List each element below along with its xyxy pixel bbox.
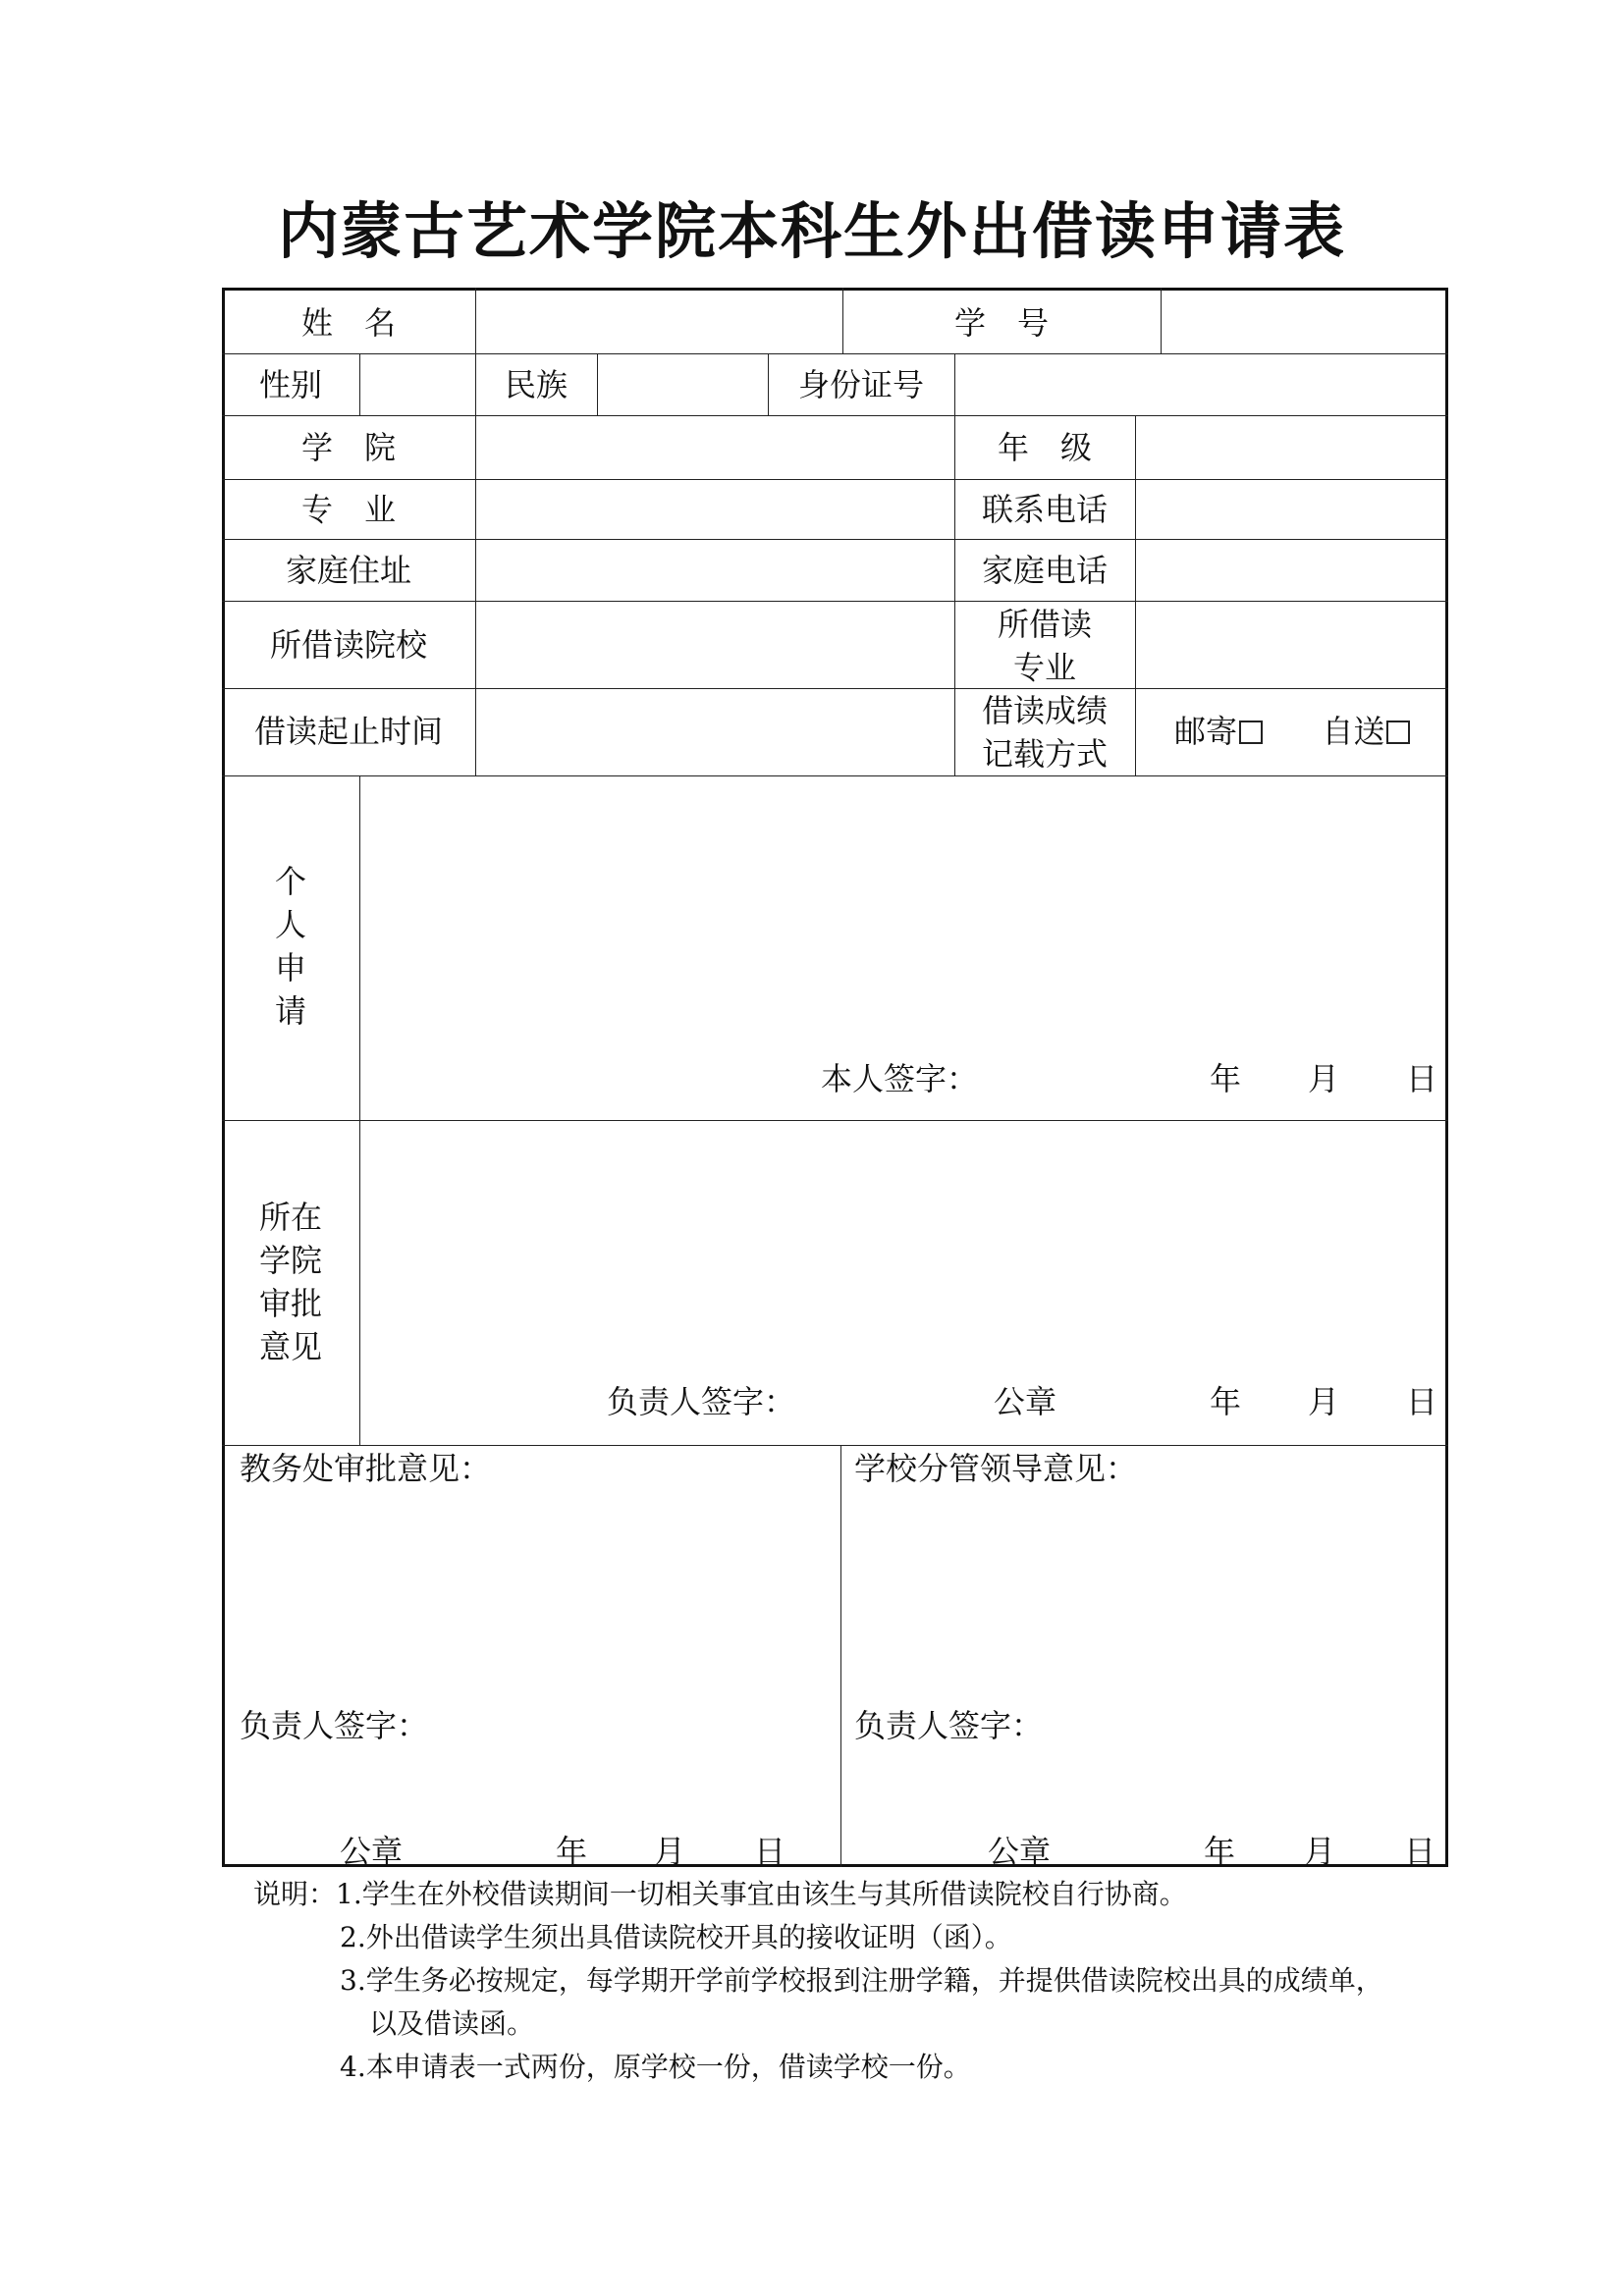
label-grade-method-line2: 记载方式 <box>981 735 1108 773</box>
label-gender: 性别 <box>258 366 322 403</box>
academic-affairs-signature-label: 负责人签字： <box>240 1707 429 1744</box>
note-item: 2.外出借读学生须出具借读院校开具的接收证明（函）。 <box>340 1921 1012 1953</box>
academic-affairs-seal: 公章 <box>340 1833 404 1870</box>
note-item: 4.本申请表一式两份，原学校一份，借读学校一份。 <box>340 2051 971 2083</box>
row-divider <box>222 415 1448 416</box>
college-year: 年 <box>1210 1383 1242 1420</box>
school-leader-year: 年 <box>1204 1833 1236 1870</box>
school-leader-heading: 学校分管领导意见： <box>854 1450 1138 1487</box>
col-divider <box>954 353 955 415</box>
row-divider <box>222 688 1448 689</box>
note-item: 3.学生务必按规定，每学期开学前学校报到注册学籍，并提供借读院校出具的成绩单， <box>340 1964 1383 1997</box>
label-period: 借读起止时间 <box>253 713 443 750</box>
row-divider <box>222 353 1448 354</box>
school-leader-seal: 公章 <box>988 1833 1052 1870</box>
col-divider <box>1135 415 1136 775</box>
row-divider <box>222 479 1448 480</box>
personal-day: 日 <box>1406 1060 1438 1097</box>
personal-signature-label: 本人签字： <box>821 1060 979 1097</box>
label-name: 姓 名 <box>300 304 396 342</box>
option-self-deliver-label: 自送 <box>1322 713 1385 750</box>
college-approval-heading: 所在 学院 审批 意见 <box>258 1199 322 1365</box>
label-host-major-line1: 所借读 <box>997 606 1092 643</box>
college-seal: 公章 <box>994 1383 1057 1420</box>
label-home-phone: 家庭电话 <box>981 552 1108 589</box>
label-college: 学 院 <box>300 429 396 466</box>
notes-section <box>253 1873 1383 2089</box>
col-divider <box>1161 288 1162 353</box>
academic-affairs-day: 日 <box>754 1833 786 1870</box>
academic-affairs-month: 月 <box>654 1833 686 1870</box>
personal-application-heading: 个 人 申 请 <box>274 863 306 1030</box>
label-id-number: 身份证号 <box>797 366 924 403</box>
mail-checkbox[interactable] <box>1239 721 1263 744</box>
notes-prefix: 说明： <box>253 1878 337 1910</box>
school-leader-day: 日 <box>1404 1833 1436 1870</box>
row-divider <box>222 1120 1448 1121</box>
col-divider <box>359 775 360 1445</box>
note-item: 1.学生在外校借读期间一切相关事宜由该生与其所借读院校自行协商。 <box>336 1878 1187 1910</box>
label-grade: 年 级 <box>997 429 1092 466</box>
label-grade-method-line1: 借读成绩 <box>981 692 1108 729</box>
label-home-address: 家庭住址 <box>285 552 411 589</box>
col-divider <box>475 288 476 353</box>
college-day: 日 <box>1406 1383 1438 1420</box>
school-leader-signature-label: 负责人签字： <box>854 1707 1044 1744</box>
college-signature-label: 负责人签字： <box>607 1383 796 1420</box>
school-leader-month: 月 <box>1304 1833 1336 1870</box>
row-divider <box>222 601 1448 602</box>
personal-month: 月 <box>1308 1060 1340 1097</box>
row-divider <box>222 1445 1448 1446</box>
label-host-school: 所借读院校 <box>269 626 427 664</box>
col-divider <box>475 415 476 775</box>
col-divider <box>597 353 598 415</box>
label-major: 专 业 <box>300 491 396 528</box>
academic-affairs-heading: 教务处审批意见： <box>240 1450 492 1487</box>
row-divider <box>222 539 1448 540</box>
personal-year: 年 <box>1210 1060 1242 1097</box>
form-title: 内蒙古艺术学院本科生外出借读申请表 <box>277 195 1346 267</box>
academic-affairs-year: 年 <box>556 1833 588 1870</box>
label-host-major-line2: 专业 <box>1012 649 1076 686</box>
row-divider <box>222 775 1448 776</box>
label-phone: 联系电话 <box>981 491 1108 528</box>
note-item-continued: 以及借读函。 <box>369 2007 535 2040</box>
label-student-id: 学 号 <box>953 304 1049 342</box>
col-divider <box>840 1445 841 1867</box>
option-mail-label: 邮寄 <box>1174 713 1238 750</box>
self-deliver-checkbox[interactable] <box>1386 721 1410 744</box>
col-divider <box>359 353 360 415</box>
college-month: 月 <box>1308 1383 1340 1420</box>
label-ethnicity: 民族 <box>504 366 568 403</box>
